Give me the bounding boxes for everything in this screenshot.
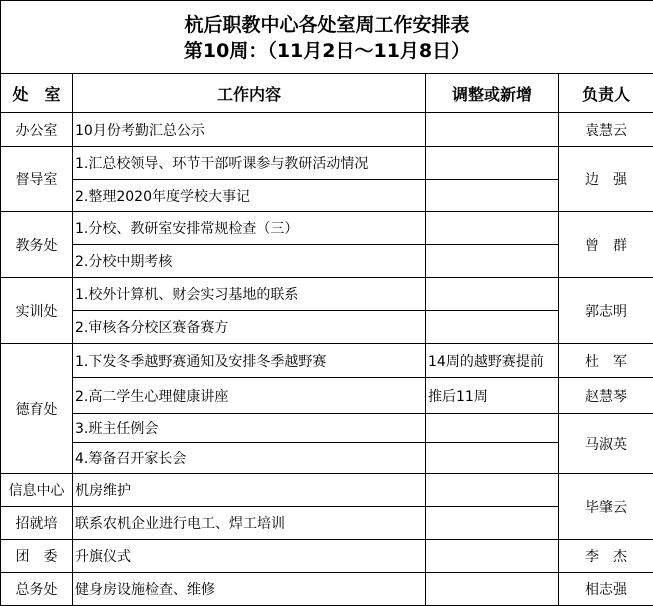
table-row: [1, 245, 653, 278]
table-row: [1, 311, 653, 344]
content-cell: 2.高二学生心理健康讲座: [73, 378, 426, 414]
dept-cell: 信息中心: [1, 474, 73, 507]
owner-cell: 赵慧琴: [559, 378, 653, 414]
adjust-cell: [426, 245, 559, 278]
table-row: [1, 573, 653, 606]
owner-cell: 相志强: [559, 573, 653, 606]
header-row: [1, 74, 653, 113]
table-row: [1, 507, 653, 540]
content-cell: 4.筹备召开家长会: [73, 443, 426, 474]
owner-cell: 毕肇云: [559, 474, 653, 540]
table-row: [1, 474, 653, 507]
content-cell: 2.审核各分校区赛备赛方: [73, 311, 426, 344]
table-row: [1, 378, 653, 414]
adjust-cell: [426, 540, 559, 573]
table-row: [1, 113, 653, 147]
table-row: [1, 344, 653, 378]
dept-cell: 招就培: [1, 507, 73, 540]
dept-cell: 督导室: [1, 147, 73, 212]
owner-cell: 曾 群: [559, 212, 653, 278]
owner-cell: 杜 军: [559, 344, 653, 378]
dept-cell: 实训处: [1, 278, 73, 344]
content-cell: 1.分校、教研室安排常规检查（三）: [73, 212, 426, 245]
header-owner: 负责人: [559, 74, 653, 113]
header-content: 工作内容: [73, 74, 426, 113]
table-row: [1, 443, 653, 474]
table-row: [1, 278, 653, 311]
content-cell: 1.下发冬季越野赛通知及安排冬季越野赛: [73, 344, 426, 378]
dept-cell: 办公室: [1, 113, 73, 147]
adjust-cell: [426, 278, 559, 311]
owner-cell: 边 强: [559, 147, 653, 212]
adjust-cell: [426, 474, 559, 507]
content-cell: 机房维护: [73, 474, 426, 507]
adjust-cell: [426, 507, 559, 540]
content-cell: 1.汇总校领导、环节干部听课参与教研活动情况: [73, 147, 426, 180]
adjust-cell: [426, 113, 559, 147]
dept-cell: 德育处: [1, 344, 73, 474]
table-title: [1, 1, 653, 74]
table-row: [1, 212, 653, 245]
table-row: [1, 540, 653, 573]
content-cell: 2.分校中期考核: [73, 245, 426, 278]
content-cell: 健身房设施检查、维修: [73, 573, 426, 606]
content-cell: 升旗仪式: [73, 540, 426, 573]
owner-cell: 马淑英: [559, 414, 653, 474]
table-row: [1, 180, 653, 212]
adjust-cell: [426, 147, 559, 180]
dept-cell: 总务处: [1, 573, 73, 606]
adjust-cell: [426, 414, 559, 443]
content-cell: 1.校外计算机、财会实习基地的联系: [73, 278, 426, 311]
adjust-cell: [426, 573, 559, 606]
content-cell: 2.整理2020年度学校大事记: [73, 180, 426, 212]
table-row: [1, 414, 653, 443]
adjust-cell: 推后11周: [426, 378, 559, 414]
owner-cell: 郭志明: [559, 278, 653, 344]
dept-cell: 团 委: [1, 540, 73, 573]
owner-cell: 李 杰: [559, 540, 653, 573]
adjust-cell: [426, 180, 559, 212]
content-cell: 10月份考勤汇总公示: [73, 113, 426, 147]
adjust-cell: [426, 212, 559, 245]
content-cell: 3.班主任例会: [73, 414, 426, 443]
title: 杭后职教中心各处室周工作安排表: [3, 12, 651, 38]
dept-cell: 教务处: [1, 212, 73, 278]
adjust-cell: [426, 311, 559, 344]
table-row: [1, 147, 653, 180]
header-dept: 处 室: [1, 74, 73, 113]
adjust-cell: [426, 443, 559, 474]
adjust-cell: 14周的越野赛提前: [426, 344, 559, 378]
owner-cell: 袁慧云: [559, 113, 653, 147]
subtitle: 第10周：（11月2日～11月8日）: [3, 38, 651, 64]
content-cell: 联系农机企业进行电工、焊工培训: [73, 507, 426, 540]
header-adjust: 调整或新增: [426, 74, 559, 113]
